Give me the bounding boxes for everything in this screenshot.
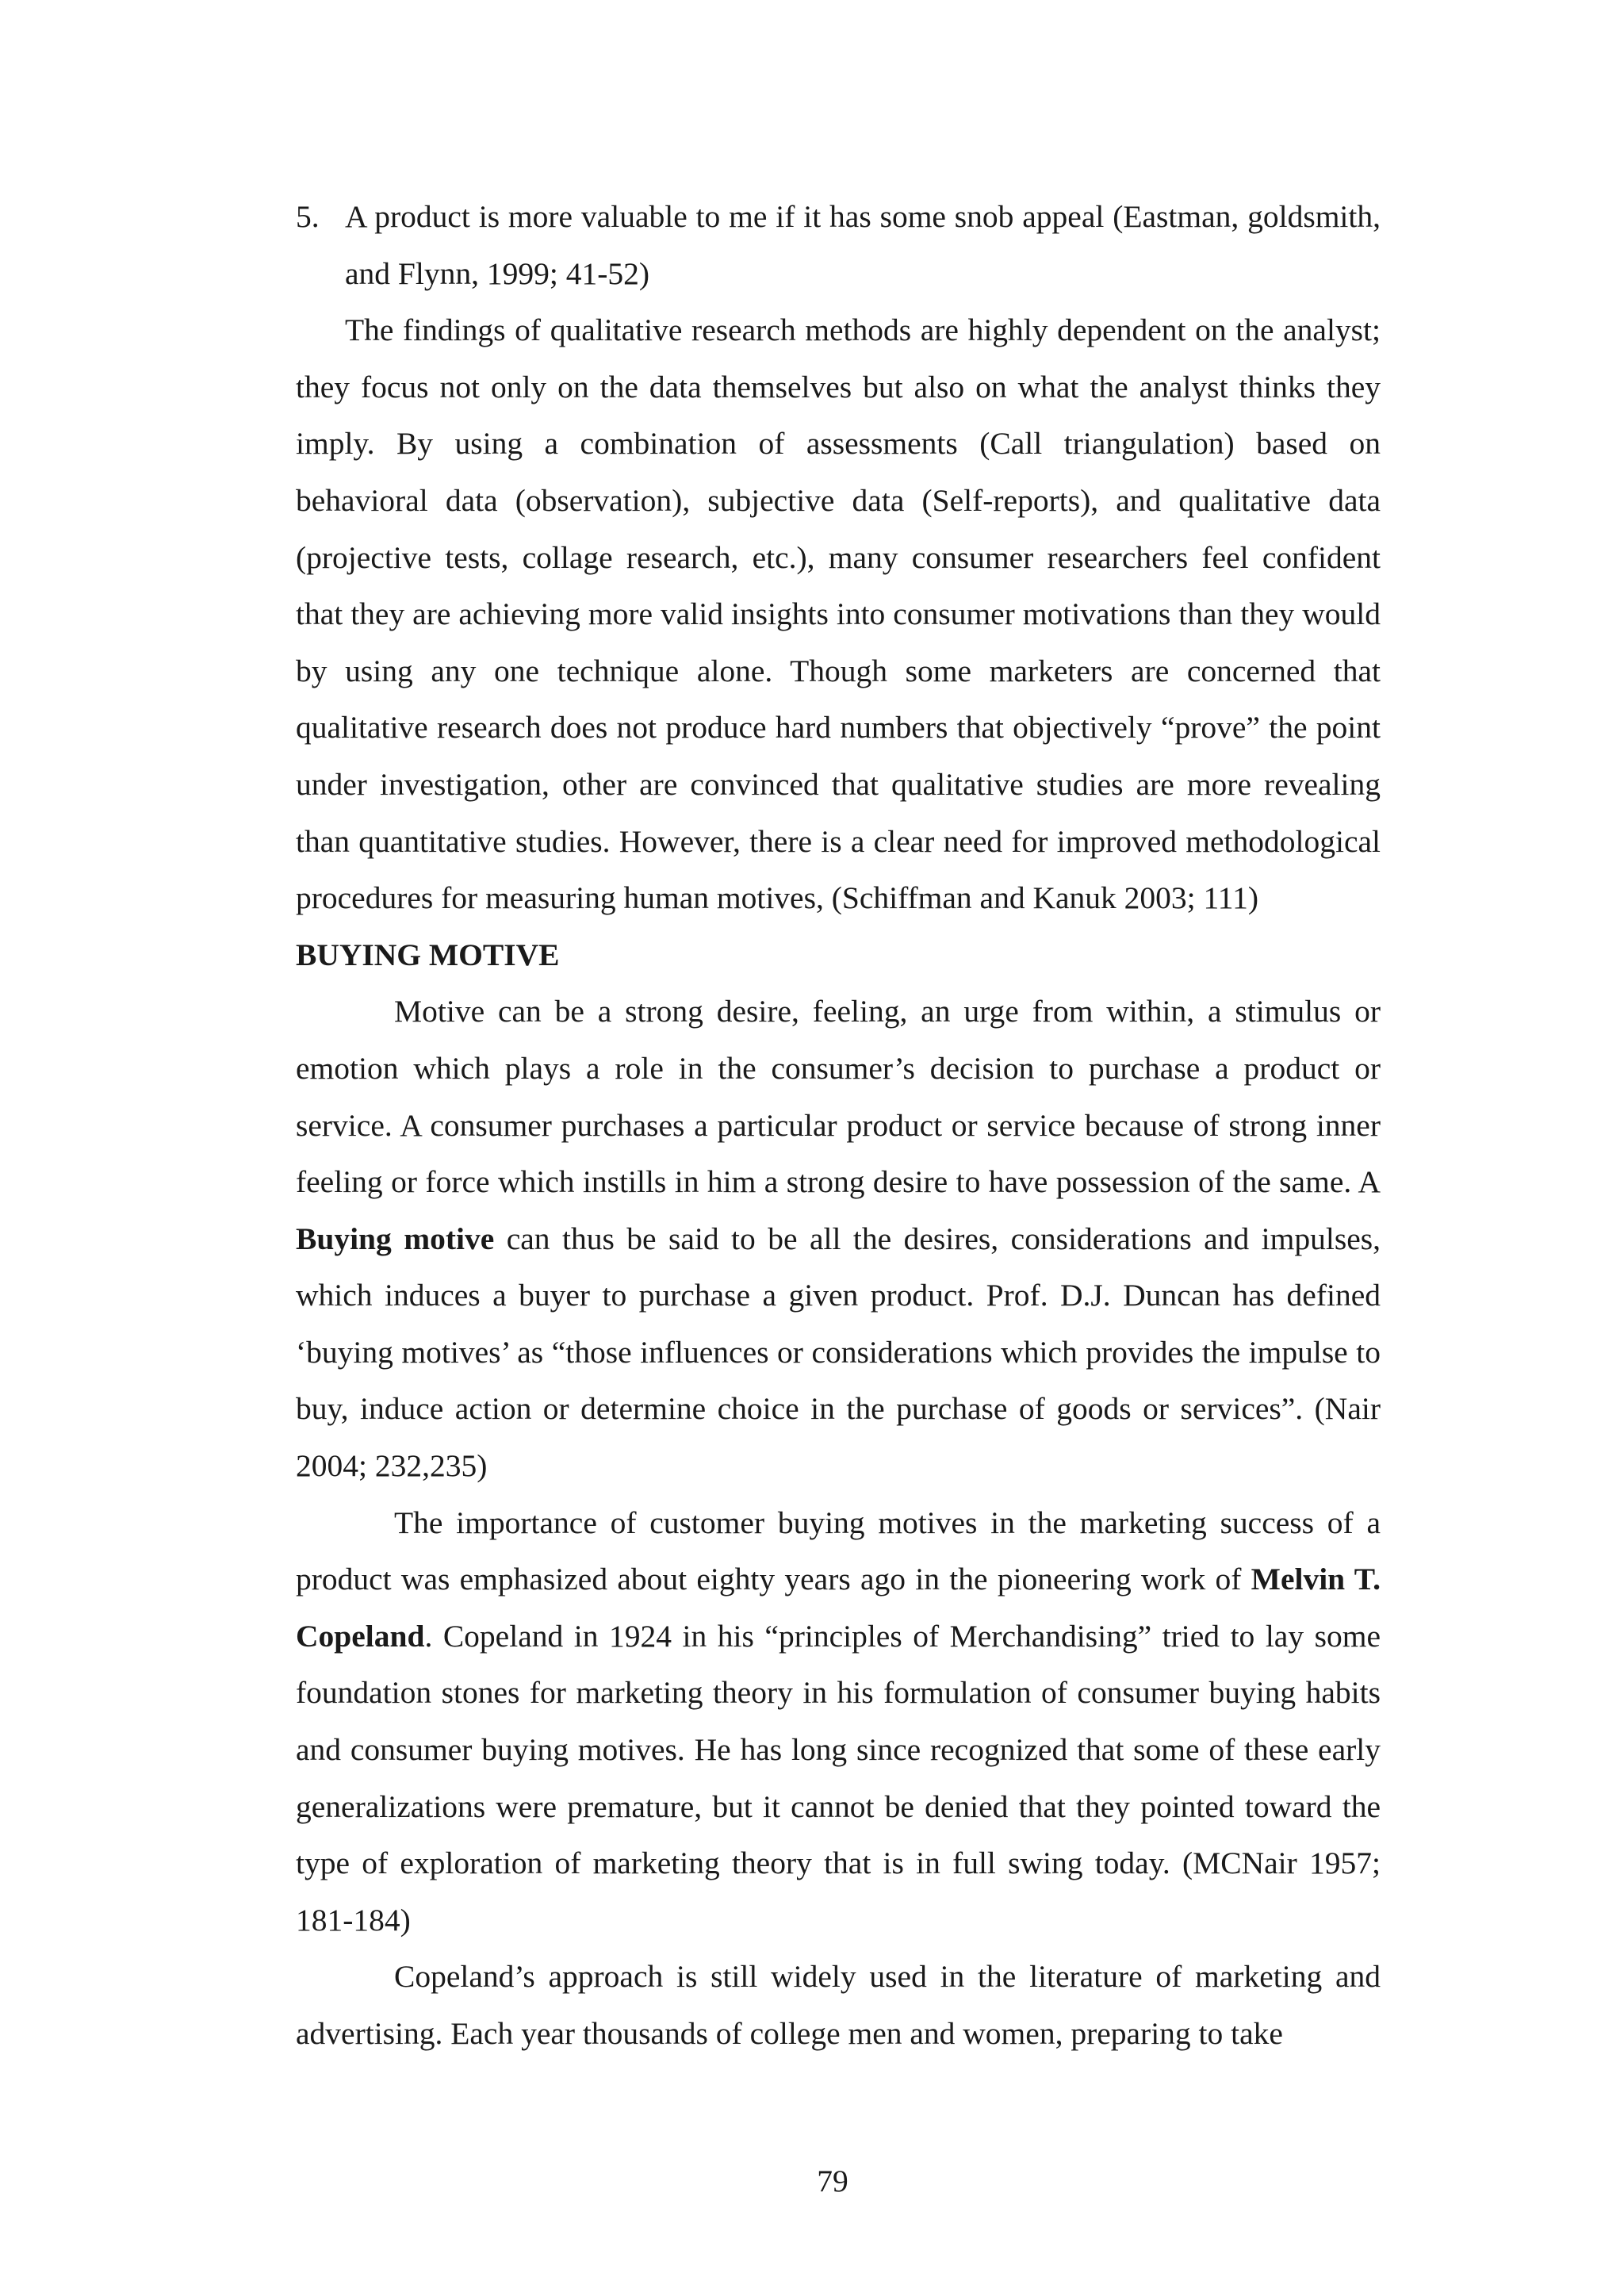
- paragraph-qualitative-findings: The findings of qualitative research methods are highly dependent on the analyst; they focus not only on the data themselves but also on what the analyst thinks they imply. By using a combination of assessments (Call triangulation) based on behavioral data (observation), subjective data (Self-reports), and qualitative data (projective tests, collage research, etc.), many consumer researchers feel confident that they are achieving more valid insights into consumer motivations than they would by using any one technique alone. Though some marketers are concerned that qualitative research does not produce hard numbers that objectively “prove” the point under investigation, other are convinced that qualitative studies are more revealing than quantitative studies. However, there is a clear need for improved methodological procedures for measuring human motives, (Schiffman and Kanuk 2003; 111): [296, 312, 1381, 916]
- importance-text-part1: The importance of customer buying motives in the marketing success of a product was emphasized about eighty years ago in the pioneering work of: [296, 1504, 1381, 1597]
- paragraph-motive-definition: [296, 983, 1381, 1494]
- page-number: 79: [817, 2164, 848, 2198]
- list-item-5: [296, 189, 1381, 302]
- paragraph-copeland-approach: Copeland’s approach is still widely used in the literature of marketing and advertising. Each year thousands of college men and women, preparing to take: [296, 1959, 1381, 2051]
- body-text: [296, 189, 1381, 2063]
- motive-text-part1: Motive can be a strong desire, feeling, an urge from within, a stimulus or emotion which plays a role in the consumer’s decision to purchase a product or service. A consumer purchases a particular product or service because of strong inner feeling or force which instills in him a strong desire to have possession of the same. A: [296, 994, 1381, 1200]
- list-number: 5.: [296, 199, 320, 234]
- section-heading: BUYING MOTIVE: [296, 937, 560, 972]
- importance-text-part2: . Copeland in 1924 in his “principles of Merchandising” tried to lay some foundation stones for marketing theory in his formulation of consumer buying habits and consumer buying motives. He has long since recognized that some of these early generalizations were premature, but it cannot be denied that they pointed toward the type of exploration of marketing theory that is in full swing today. (MCNair 1957; 181-184): [296, 1618, 1381, 1938]
- motive-text-part2: can thus be said to be all the desires, considerations and impulses, which induces a buyer to purchase a given product. Prof. D.J. Duncan has defined ‘buying motives’ as “those influences or considerations which provides the impulse to buy, induce action or determine choice in the purchase of goods or services”. (Nair 2004; 232,235): [296, 1221, 1381, 1484]
- paragraph-buying-motives-importance: [296, 1495, 1381, 1949]
- copeland-name-bold: Melvin T. Copeland: [296, 1562, 1381, 1654]
- buying-motive-bold: Buying motive: [296, 1221, 495, 1256]
- list-item-text: A product is more valuable to me if it has some snob appeal (Eastman, goldsmith, and Flynn, 1999; 41-52): [345, 199, 1381, 291]
